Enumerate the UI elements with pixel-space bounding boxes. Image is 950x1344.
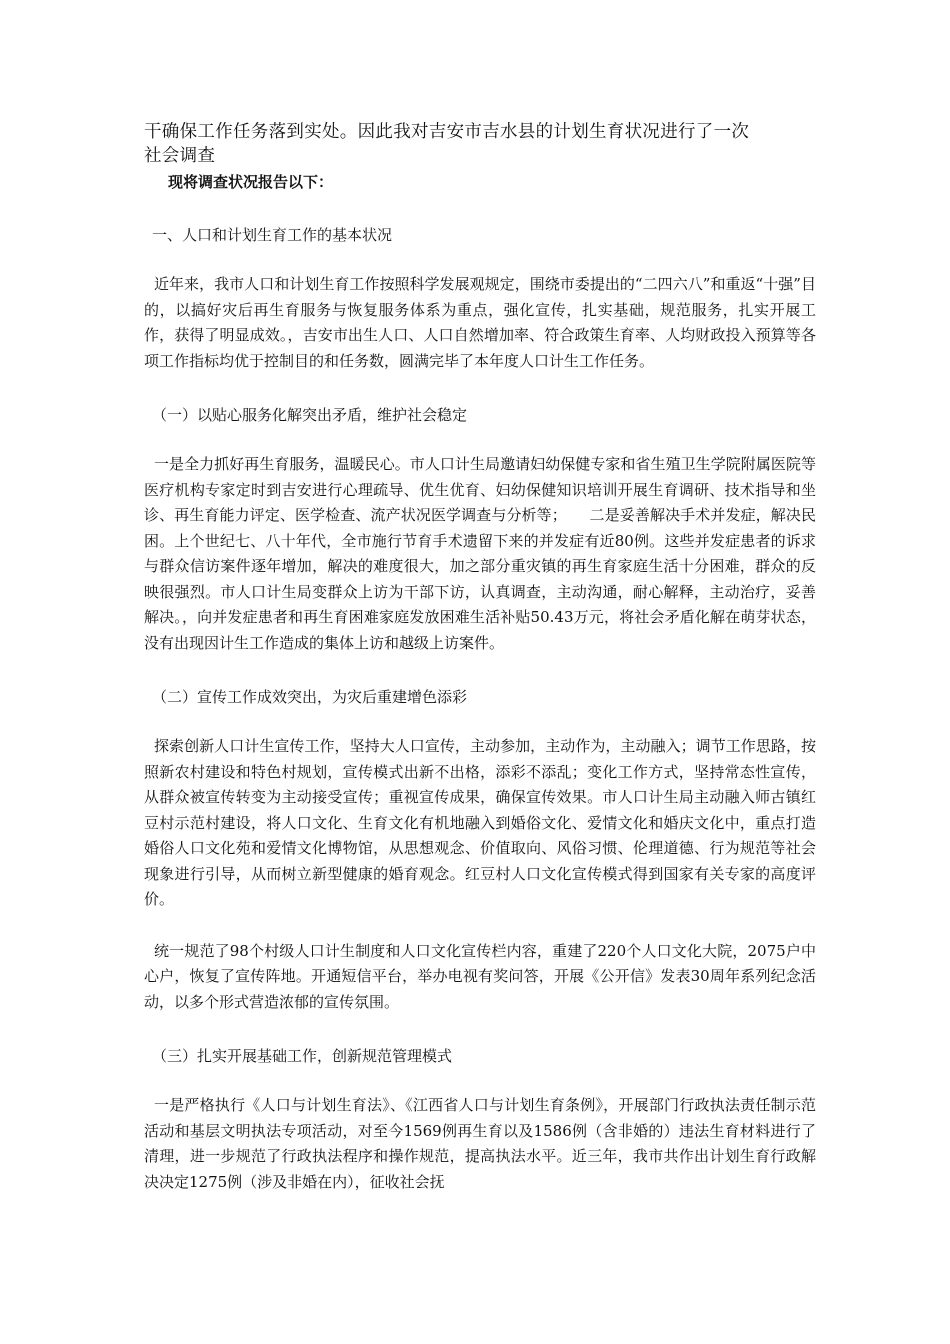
paragraph-5: 一是严格执行《人口与计划生育法》、《江西省人口与计划生育条例》，开展部门行政执法责任制示范活动和基层文明执法专项活动，对至今1569例再生育以及1586例（含非婚的）违法生育材料进行了清理，进一步规范了行政执法程序和操作规范，提高执法水平。近三年，我市共作出计划生育行政解决决定1275例（涉及非婚在内），征收社会抚 — [144, 1096, 816, 1191]
section-title-1: 一、人口和计划生育工作的基本状况 — [152, 226, 393, 244]
paragraph-1: 近年来，我市人口和计划生育工作按照科学发展观规定，围绕市委提出的“二四六八”和重返“十强”目的，以搞好灾后再生育服务与恢复服务体系为重点，强化宣传，扎实基础，规范服务，扎实开展工作，获得了明显成效。，吉安市出生人口、人口自然增加率、符合政策生育率、人均财政投入预算等各项工作指标均优于控制目的和任务数，圆满完毕了本年度人口计生工作任务。 — [144, 275, 816, 370]
document-page — [144, 120, 816, 1195]
section-title-2: （一）以贴心服务化解突出矛盾，维护社会稳定 — [152, 406, 468, 424]
report-heading: 现将调查状况报告以下： — [168, 173, 334, 191]
intro-line-1: 干确保工作任务落到实处。因此我对吉安市吉水县的计划生育状况进行了一次 — [144, 122, 750, 142]
paragraph-3: 探索创新人口计生宣传工作，坚持大人口宣传，主动参加，主动作为，主动融入；调节工作思路，按照新农村建设和特色村规划，宣传模式出新不出格，添彩不添乱；变化工作方式，坚持常态性宣传，从群众被宣传转变为主动接受宣传；重视宣传成果，确保宣传效果。市人口计生局主动融入师古镇红豆村示范村建设，将人口文化、生育文化有机地融入到婚俗文化、爱情文化和婚庆文化中，重点打造婚俗人口文化苑和爱情文化博物馆，从思想观念、价值取向、风俗习惯、伦理道德、行为规范等社会现象进行引导，从而树立新型健康的婚育观念。红豆村人口文化宣传模式得到国家有关专家的高度评价。 — [144, 737, 816, 908]
paragraph-4: 统一规范了98个村级人口计生制度和人口文化宣传栏内容，重建了220个人口文化大院，2075户中心户，恢复了宣传阵地。开通短信平台，举办电视有奖问答，开展《公开信》发表30周年系列纪念活动，以多个形式营造浓郁的宣传氛围。 — [144, 941, 816, 1011]
intro-paragraph — [144, 120, 816, 168]
section-title-4: （三）扎实开展基础工作，创新规范管理模式 — [152, 1047, 453, 1065]
paragraph-2: 一是全力抓好再生育服务，温暖民心。市人口计生局邀请妇幼保健专家和省生殖卫生学院附属医院等医疗机构专家定时到吉安进行心理疏导、优生优育、妇幼保健知识培训开展生育调研、技术指导和坐诊、再生育能力评定、医学检查、流产状况医学调查与分析等； 二是妥善解决手术并发症，解决民困。上个世纪七、八十年代，全市施行节育手术遗留下来的并发症有近80例。这些并发症患者的诉求与群众信访案件逐年增加，解决的难度很大，加之部分重灾镇的再生育家庭生活十分困难，群众的反映很强烈。市人口计生局变群众上访为干部下访，认真调查，主动沟通，耐心解释，主动治疗，妥善解决。，向并发症患者和再生育困难家庭发放困难生活补贴50.43万元，将社会矛盾化解在萌芽状态，没有出现因计生工作造成的集体上访和越级上访案件。 — [144, 455, 816, 652]
intro-line-2: 社会调查 — [144, 146, 216, 166]
section-title-3: （二）宣传工作成效突出，为灾后重建增色添彩 — [152, 688, 468, 706]
